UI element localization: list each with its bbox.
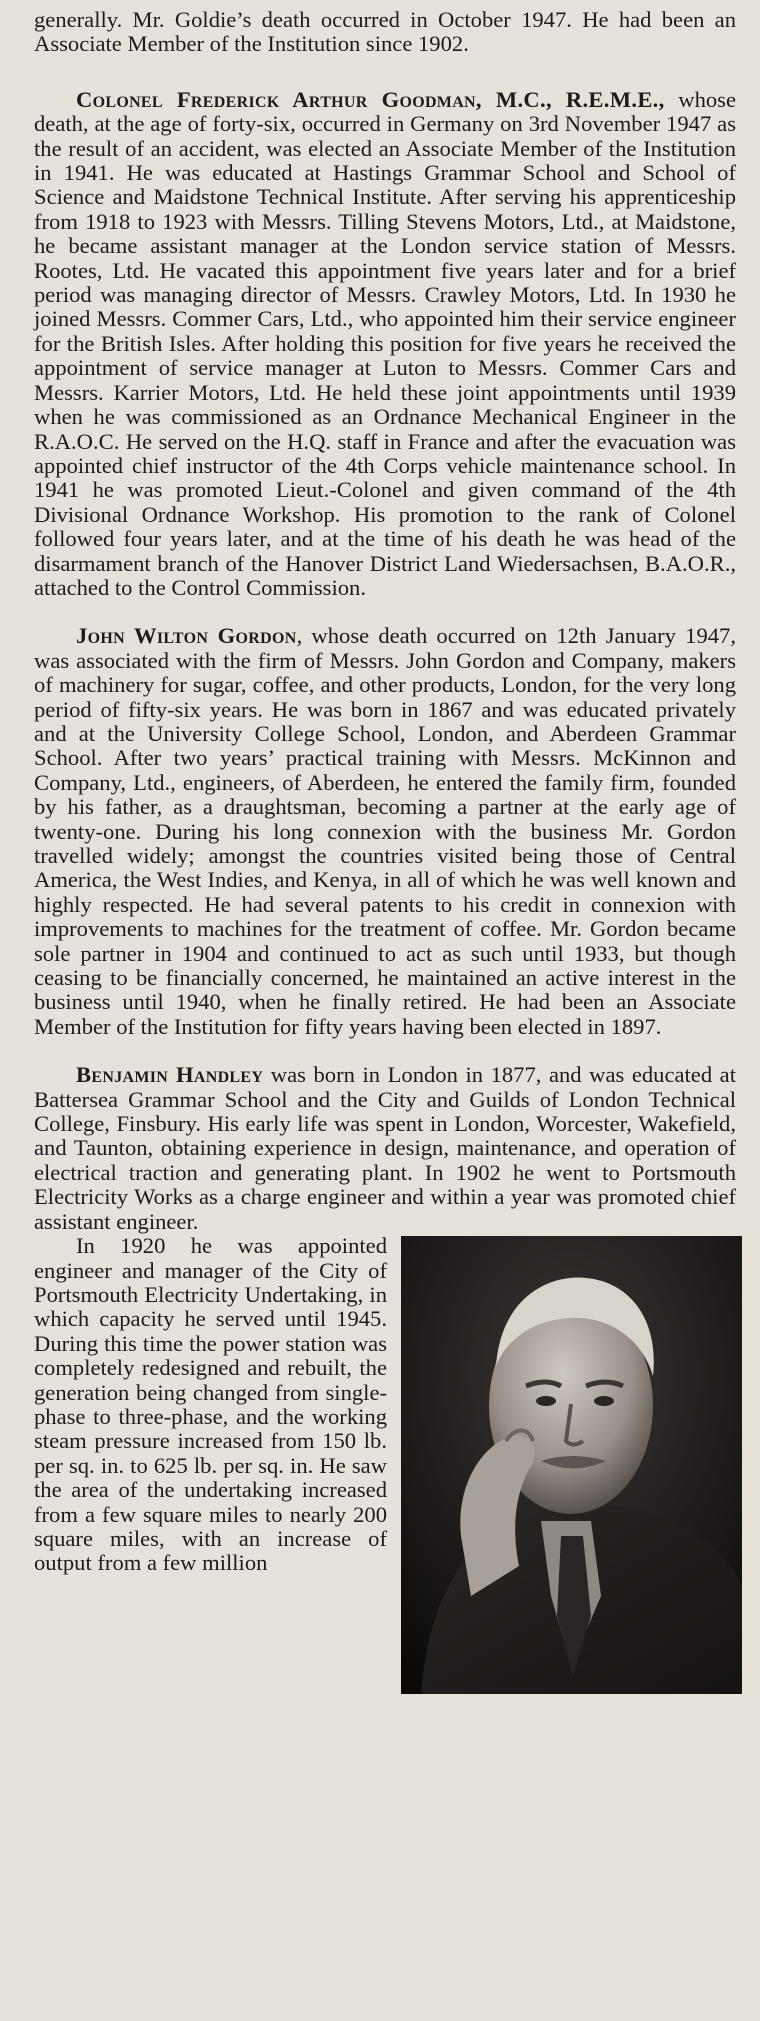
obituary-goodman — [34, 88, 736, 601]
obituary-text-handley: was born in London in 1877, and was educated at Battersea Grammar School and the City and Guilds of London Technical College, Finsbury. His early life was spent in London, Worcester, Wakefield, and Taunton, obtaining experience in design, maintenance, and operation of electrical traction and generating plant. In 1902 he went to Portsmouth Electricity Works as a charge engineer and within a year was promoted chief assistant engineer. — [34, 1062, 736, 1234]
obituary-text-goodman: whose death, at the age of forty-six, occurred in Germany on 3rd November 1947 as the result of an accident, was elected an Associate Member of the Institution in 1941. He was educated at Hastings Grammar School and School of Science and Maidstone Technical Institute. After serving his apprenticeship from 1918 to 1923 with Messrs. Tilling Stevens Motors, Ltd., at Maidstone, he became assistant manager at the London service station of Messrs. Rootes, Ltd. He vacated this appointment five years later and for a brief period was managing director of Messrs. Crawley Motors, Ltd. In 1930 he joined Messrs. Commer Cars, Ltd., who appointed him their service engineer for the British Isles. After holding this position for five years he received the appointment of service manager at Luton to Messrs. Commer Cars and Messrs. Karrier Motors, Ltd. He held these joint appointments until 1939 when he was commissioned as an Ordnance Mechanical Engineer in the R.A.O.C. He served on the H.Q. staff in France and after the evacuation was appointed chief instructor of the 4th Corps vehicle maintenance school. In 1941 he was promoted Lieut.-Colonel and given command of the 4th Divisional Ordnance Workshop. His promotion to the rank of Colonel followed four years later, and at the time of his death he was head of the disarmament branch of the Hanover District Land Wiedersachsen, B.A.O.R., attached to the Control Commission. — [34, 86, 736, 600]
obituary-text-gordon: , whose death occurred on 12th January 1947, was associated with the firm of Messrs. John Gordon and Company, makers of machinery for sugar, coffee, and other products, London, for the very long period of fifty-six years. He was born in 1867 and was educated privately and at the University College School, London, and Aberdeen Grammar School. After two years’ practical training with Messrs. McKinnon and Company, Ltd., engineers, of Aberdeen, he entered the family firm, founded by his father, as a draughtsman, becoming a partner at the early age of twenty-one. During his long connexion with the business Mr. Gordon travelled widely; amongst the countries visited being those of Central America, the West Indies, and Kenya, in all of which he was well known and highly respected. He had several patents to his credit in connexion with improvements to machines for the treatment of coffee. Mr. Gordon became sole partner in 1904 and continued to act as such until 1933, but though ceasing to be financially concerned, he maintained an active interest in the business until 1940, when he finally retired. He had been an Associate Member of the Institution for fifty years having been elected in 1897. — [34, 623, 736, 1039]
portrait-image — [401, 1236, 742, 1694]
obituary-gordon — [34, 624, 736, 1039]
obituary-name-handley: Benjamin Handley — [76, 1062, 264, 1088]
portrait-photo — [401, 1236, 742, 1694]
opening-paragraph: generally. Mr. Goldie’s death occurred in October 1947. He had been an Associate Member of the Institution since 1902. — [34, 7, 736, 57]
obituary-handley — [34, 1063, 736, 1234]
obituary-name-goodman: Colonel Frederick Arthur Goodman, M.C., R.E.M.E., — [76, 86, 665, 112]
obituary-handley-continued: In 1920 he was appointed engineer and manager of the City of Portsmouth Electricity Undertaking, in which capacity he served until 1945. During this time the power station was completely redesigned and rebuilt, the generation being changed from single-phase to three-phase, and the working steam pressure increased from 150 lb. per sq. in. to 625 lb. per sq. in. He saw the area of the undertaking increased from a few square miles to nearly 200 square miles, with an increase of output from a few million — [34, 1233, 387, 1576]
obituary-name-gordon: John Wilton Gordon — [76, 623, 297, 649]
